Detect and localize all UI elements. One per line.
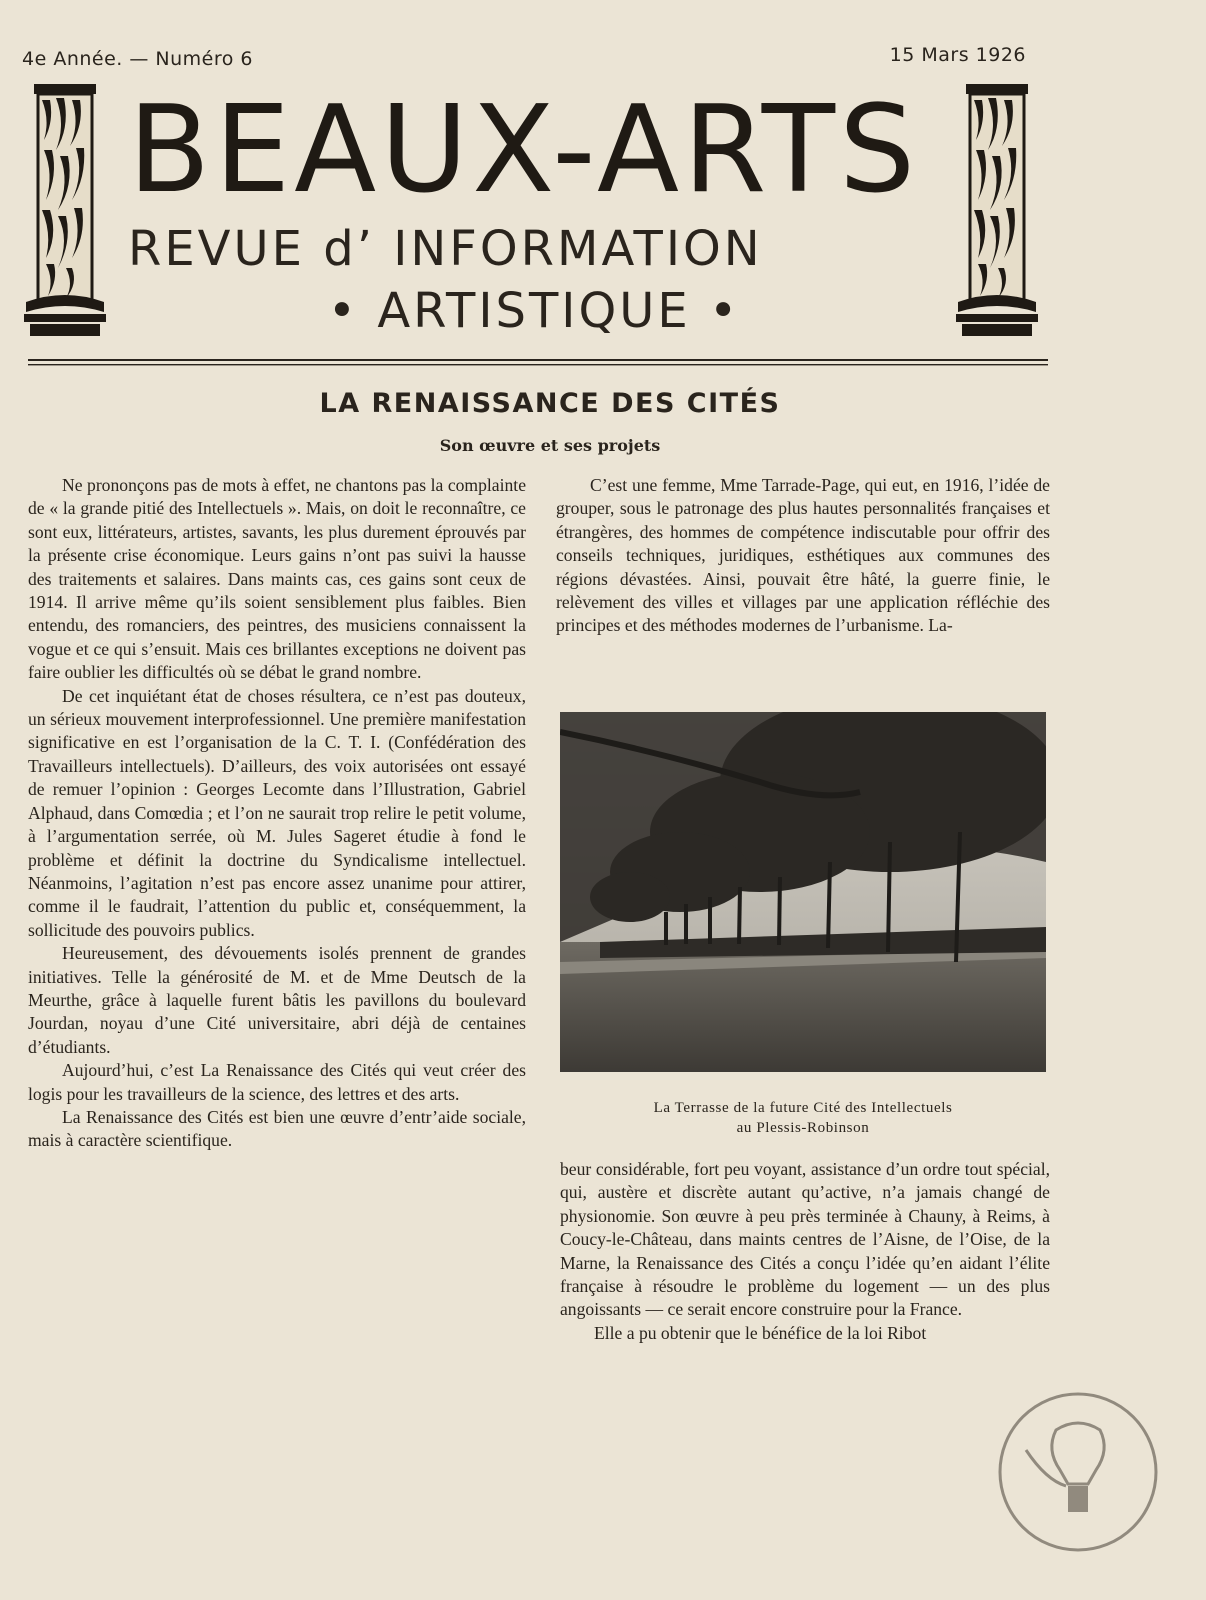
carved-column-icon (20, 80, 110, 338)
library-stamp-icon (996, 1390, 1160, 1554)
photo-caption-line1: La Terrasse de la future Cité des Intellectuels (653, 1100, 953, 1116)
issue-number: 4e Année. — Numéro 6 (22, 48, 253, 70)
left-text-column (28, 474, 526, 1153)
paragraph: Aujourd’hui, c’est La Renaissance des Cités qui veut créer des logis pour les travailleurs de la science, des lettres et des arts. (28, 1060, 526, 1104)
header-double-rule (28, 358, 1048, 368)
paragraph: La Renaissance des Cités est bien une œuvre d’entr’aide sociale, mais à caractère scientifique. (28, 1106, 526, 1151)
magazine-subtitle-line1: REVUE d’ INFORMATION (128, 221, 763, 277)
paragraph: Ne prononçons pas de mots à effet, ne chantons pas la complainte de « la grande pitié des Intellectuels ». Mais, on doit le reconnaître, ce sont eux, littérateurs, artistes, savants, les plus durement éprouvés par la présente crise économique. Leurs gains n’ont pas suivi la hausse des traitements et salaires. Dans maints cas, ces gains sont ceux de 1914. Il arrive même qu’ils soient sensiblement plus faibles. Bien entendu, des romanciers, des peintres, des musiciens connaissent la vogue et ce qui s’ensuit. Mais ces brillantes exceptions ne doivent pas faire oublier les difficultés où se débat le grand nombre. (28, 475, 526, 683)
right-text-column-bottom (560, 1158, 1050, 1345)
paragraph: De cet inquiétant état de choses résultera, ce n’est pas douteux, un sérieux mouvement interprofessionnel. Une première manifestation significative en est l’organisation de la C. T. I. (Confédération des Travailleurs intellectuels). D’ailleurs, des voix autorisées ont essayé de remuer l’opinion : Georges Lecomte dans l’Illustration, Gabriel Alphaud, dans Comœdia ; et l’on ne saurait trop relire le petit volume, à l’argumentation serrée, où M. Jules Sageret étudie à fond le problème et définit la doctrine du Syndicalisme intellectuel. Néanmoins, l’agitation n’est pas encore assez unanime pour attirer, comme il le faudrait, l’attention du public et, conséquemment, la sollicitude des pouvoirs publics. (28, 685, 526, 940)
right-text-column-top (556, 474, 1050, 638)
article-title: LA RENAISSANCE DES CITÉS (319, 388, 781, 419)
paragraph: Elle a pu obtenir que le bénéfice de la loi Ribot (594, 1322, 927, 1343)
paragraph: Heureusement, des dévouements isolés prennent de grandes initiatives. Telle la générosité de M. et de Mme Deutsch de la Meurthe, grâce à laquelle furent bâtis les pavillons du boulevard Jourdan, noyau d’une Cité universitaire, abri déjà de centaines d’étudiants. (28, 943, 526, 1057)
carved-column-icon (952, 80, 1042, 338)
photo-caption-line2: au Plessis-Robinson (736, 1120, 870, 1136)
article-subtitle: Son œuvre et ses projets (439, 436, 661, 455)
terrace-photograph (560, 712, 1046, 1072)
magazine-title: BEAUX-ARTS (128, 81, 920, 220)
photo-caption (560, 1098, 1046, 1138)
paragraph: beur considérable, fort peu voyant, assistance d’un ordre tout spécial, qui, austère et discrète autant qu’active, n’a jamais changé de physionomie. Son œuvre à peu près terminée à Chauny, à Reims, à Coucy-le-Château, dans maints centres de l’Aisne, de l’Oise, de la Marne, la Renaissance des Cités a conçu l’idée qu’en aidant l’élite française à résoudre le problème du logement — un des plus angoissants — ce serait encore construire pour la France. (560, 1159, 1050, 1320)
issue-date: 15 Mars 1926 (889, 44, 1026, 66)
magazine-subtitle-line2: • ARTISTIQUE • (327, 283, 741, 339)
paragraph: C’est une femme, Mme Tarrade-Page, qui eut, en 1916, l’idée de grouper, sous le patronage des plus hautes personnalités françaises et étrangères, des hommes de compétence indiscutable pour offrir des conseils techniques, juridiques, esthétiques aux communes des régions dévastées. Ainsi, pouvait être hâté, la guerre finie, le relèvement des villes et villages par une application réfléchie des principes et des méthodes modernes de l’urbanisme. La- (556, 475, 1050, 636)
